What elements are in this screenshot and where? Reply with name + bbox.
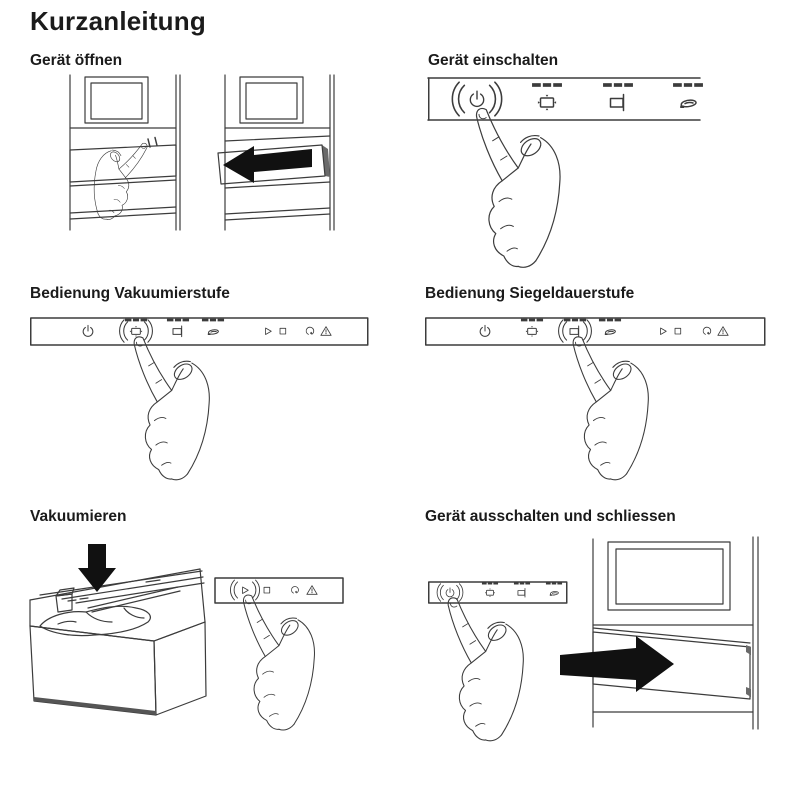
warning-icon bbox=[321, 327, 331, 336]
touch-indicator-arcs bbox=[120, 320, 153, 342]
pointing-hand bbox=[134, 337, 209, 480]
moisture-icon bbox=[306, 327, 314, 334]
pointing-hand bbox=[448, 598, 523, 741]
section-heading-geraet-einschalten: Gerät einschalten bbox=[428, 52, 559, 69]
warning-icon bbox=[307, 586, 317, 595]
figure-geraet-einschalten bbox=[428, 76, 700, 276]
level-indicator-dashes bbox=[521, 319, 543, 322]
figure-bedienung-siegeldauerstufe bbox=[425, 316, 767, 488]
seal-bar bbox=[62, 577, 203, 599]
moisture-icon bbox=[703, 327, 711, 334]
power-icon bbox=[470, 91, 483, 106]
seal-duration-icon bbox=[173, 326, 182, 337]
power-icon bbox=[480, 325, 490, 336]
figure-geraet-oeffnen bbox=[60, 75, 340, 237]
level-indicator-dashes bbox=[673, 83, 703, 87]
pointing-hand bbox=[243, 595, 314, 730]
cabinet-drawer-released-drawing bbox=[218, 75, 334, 230]
section-heading-ausschalten: Gerät ausschalten und schliessen bbox=[425, 508, 676, 525]
vacuum-level-icon bbox=[538, 95, 556, 110]
drawer-front-closed bbox=[70, 145, 176, 182]
warning-icon bbox=[718, 327, 728, 336]
open-drawer-with-bag-drawing bbox=[30, 544, 206, 715]
appliance-door bbox=[608, 542, 730, 610]
seal-duration-icon bbox=[570, 326, 579, 337]
vacuum-level-icon bbox=[130, 326, 142, 336]
level-indicator-dashes bbox=[125, 319, 147, 322]
press-mark bbox=[155, 138, 157, 146]
level-indicator-dashes bbox=[599, 319, 621, 322]
section-heading-geraet-oeffnen: Gerät öffnen bbox=[30, 52, 123, 69]
section-heading-vakuumierstufe: Bedienung Vakuumierstufe bbox=[30, 285, 230, 302]
pointing-hand bbox=[476, 108, 560, 267]
vacuum-bag-edge bbox=[88, 587, 178, 608]
level-indicator-dashes bbox=[514, 583, 530, 585]
section-heading-siegeldauerstufe: Bedienung Siegeldauerstufe bbox=[425, 285, 635, 302]
level-indicator-dashes bbox=[546, 583, 562, 585]
start-icon bbox=[243, 587, 249, 594]
level-indicator-dashes bbox=[167, 319, 189, 322]
close-arrow-right bbox=[560, 636, 674, 692]
pointing-hand bbox=[573, 337, 648, 480]
vacuum-bag-icon bbox=[680, 100, 696, 108]
front-edge-shadow bbox=[34, 697, 156, 715]
vacuum-level-icon bbox=[526, 326, 538, 336]
start-icon bbox=[661, 328, 667, 335]
appliance-door bbox=[85, 77, 148, 123]
stop-icon bbox=[675, 328, 681, 334]
level-indicator-dashes bbox=[532, 83, 562, 87]
figure-vakuumieren bbox=[28, 538, 358, 743]
level-indicator-dashes bbox=[603, 83, 633, 87]
control-panel bbox=[428, 78, 703, 120]
level-indicator-dashes bbox=[202, 319, 224, 322]
moisture-icon bbox=[291, 586, 298, 593]
power-icon bbox=[446, 588, 454, 597]
drawer-side-face bbox=[154, 622, 206, 715]
seal-duration-icon bbox=[611, 95, 624, 111]
vacuum-bag-icon bbox=[550, 591, 559, 595]
vacuum-bag-icon bbox=[605, 330, 616, 335]
section-heading-vakuumieren: Vakuumieren bbox=[30, 508, 127, 525]
figure-bedienung-vakuumierstufe bbox=[30, 316, 370, 488]
seal-duration-icon bbox=[518, 588, 525, 597]
level-indicator-dashes bbox=[482, 583, 498, 585]
stop-icon bbox=[264, 587, 270, 593]
control-panel bbox=[426, 318, 765, 345]
level-indicator-dashes bbox=[564, 319, 586, 322]
cabinet-open-drawing bbox=[560, 537, 758, 729]
touch-indicator-arcs bbox=[559, 320, 592, 342]
figure-geraet-ausschalten bbox=[428, 535, 775, 765]
cabinet-closed-drawing bbox=[70, 75, 180, 230]
control-panel bbox=[31, 318, 368, 345]
stop-icon bbox=[280, 328, 286, 334]
power-icon bbox=[83, 325, 93, 336]
page-title: Kurzanleitung bbox=[30, 6, 206, 36]
start-icon bbox=[266, 328, 272, 335]
vacuum-bag-icon bbox=[208, 330, 219, 335]
vacuum-level-icon bbox=[485, 589, 495, 597]
